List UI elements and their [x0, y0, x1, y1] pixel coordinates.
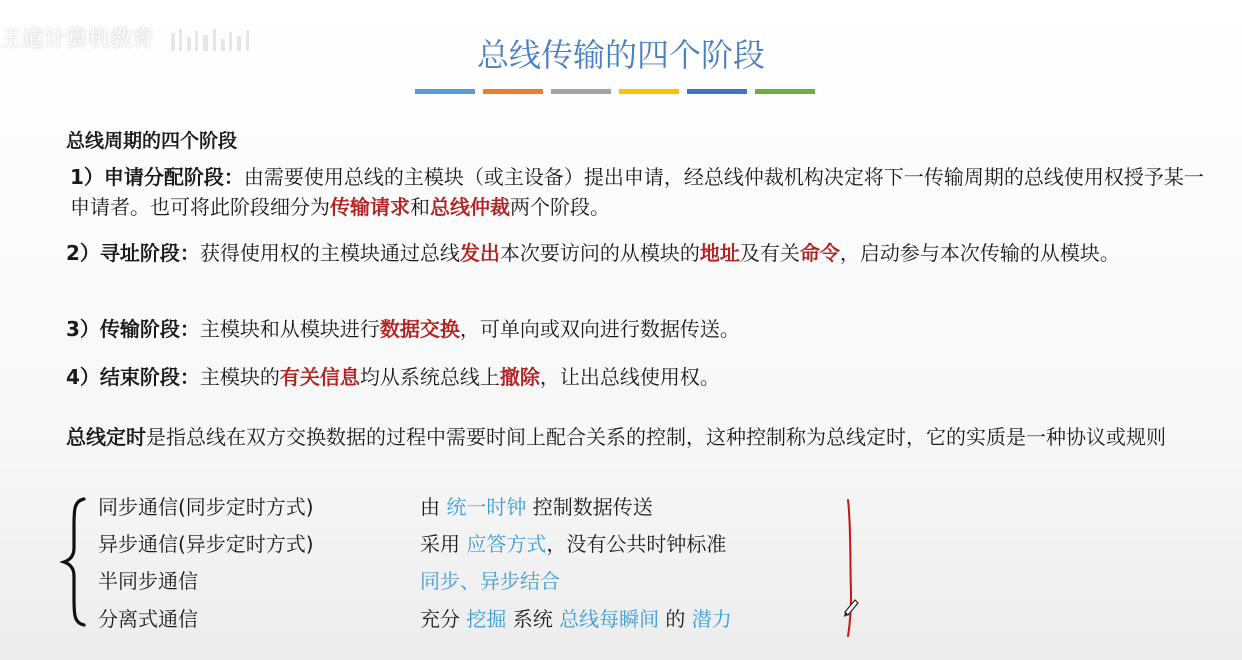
timing-method-row — [98, 531, 727, 557]
accent-segment-6 — [755, 89, 815, 94]
timing-method-desc — [420, 494, 653, 520]
highlight-bus-arbitration: 总线仲裁 — [430, 195, 510, 219]
stage-3-paragraph — [66, 314, 1211, 344]
accent-segment-3 — [551, 89, 611, 94]
timing-method-row — [98, 606, 732, 632]
timing-method-row — [98, 568, 560, 594]
stage-4-text-a: 主模块的 — [199, 365, 280, 389]
desc-highlight: 总线每瞬间 — [559, 607, 660, 631]
accent-segment-2 — [483, 89, 543, 94]
desc-highlight: 统一时钟 — [446, 495, 527, 519]
accent-segment-1 — [415, 89, 475, 94]
accent-segment-5 — [687, 89, 747, 94]
watermark-text: 王道计算机教育 — [0, 27, 155, 52]
stage-4-text-b: 均从系统总线上 — [359, 365, 500, 389]
highlight-related-info: 有关信息 — [279, 365, 360, 389]
stage-1-paragraph — [70, 162, 1215, 222]
stage-2-label: 2）寻址阶段： — [66, 241, 200, 265]
timing-method-name: 异步通信(异步定时方式) — [98, 532, 314, 556]
stage-1-text-c: 两个阶段。 — [510, 195, 610, 219]
accent-segment-4 — [619, 89, 679, 94]
highlight-remove: 撤除 — [499, 365, 540, 389]
desc-highlight: 挖掘 — [466, 607, 507, 631]
timing-method-name: 半同步通信 — [98, 569, 198, 593]
timing-method-row — [98, 494, 653, 520]
stage-1-label: 1）申请分配阶段： — [70, 165, 244, 189]
desc-text: 充分 — [420, 607, 467, 631]
desc-highlight: 潜力 — [691, 607, 732, 631]
slide-title: 总线传输的四个阶段 — [476, 36, 765, 74]
desc-text: 系统 — [506, 607, 560, 631]
stage-1-text-b: 和 — [410, 195, 430, 219]
red-annotation-stroke — [836, 494, 866, 640]
timing-method-name: 分离式通信 — [98, 607, 198, 631]
stage-2-text-c: 及有关 — [739, 241, 800, 265]
stage-4-label: 4）结束阶段： — [66, 365, 200, 389]
bus-timing-definition — [66, 422, 1211, 452]
desc-highlight: 同步、异步结合 — [420, 569, 560, 593]
stage-3-label: 3）传输阶段： — [66, 317, 200, 341]
timing-method-desc — [420, 606, 732, 632]
highlight-address: 地址 — [699, 241, 740, 265]
accent-color-bar — [415, 89, 815, 94]
timing-method-desc — [420, 568, 560, 594]
desc-text: 的 — [659, 607, 692, 631]
stage-2-text-b: 本次要访问的从模块的 — [499, 241, 700, 265]
stage-2-text-a: 获得使用权的主模块通过总线 — [199, 241, 460, 265]
desc-text: 控制数据传送 — [526, 495, 653, 519]
desc-text: 由 — [420, 495, 447, 519]
timing-method-desc — [420, 531, 726, 557]
stage-4-text-c: ，让出总线使用权。 — [539, 365, 720, 389]
bus-timing-term: 总线定时 — [66, 425, 146, 449]
left-curly-brace — [60, 496, 90, 628]
timing-method-name: 同步通信(同步定时方式) — [98, 495, 314, 519]
bus-timing-text: 是指总线在双方交换数据的过程中需要时间上配合关系的控制，这种控制称为总线定时，它的实质是一种协议或规则 — [146, 425, 1166, 449]
stage-2-text-d: ，启动参与本次传输的从模块。 — [839, 241, 1120, 265]
stage-4-paragraph — [66, 362, 1211, 392]
highlight-command: 命令 — [799, 241, 840, 265]
desc-text: ，没有公共时钟标准 — [546, 532, 727, 556]
highlight-transfer-request: 传输请求 — [330, 195, 410, 219]
stage-3-text-b: ，可单向或双向进行数据传送。 — [459, 317, 740, 341]
highlight-send: 发出 — [459, 241, 500, 265]
stage-3-text-a: 主模块和从模块进行 — [199, 317, 380, 341]
stage-2-paragraph — [66, 238, 1211, 268]
desc-text: 采用 — [420, 532, 467, 556]
bus-cycle-heading: 总线周期的四个阶段 — [66, 130, 238, 152]
stage-1-text-a: 由需要使用总线的主模块（或主设备）提出申请，经总线仲裁机构决定将下一传输周期的总线使用权授予某一申请者。也可将此阶段细分为 — [70, 165, 1204, 219]
desc-highlight: 应答方式 — [466, 532, 547, 556]
highlight-data-exchange: 数据交换 — [379, 317, 460, 341]
